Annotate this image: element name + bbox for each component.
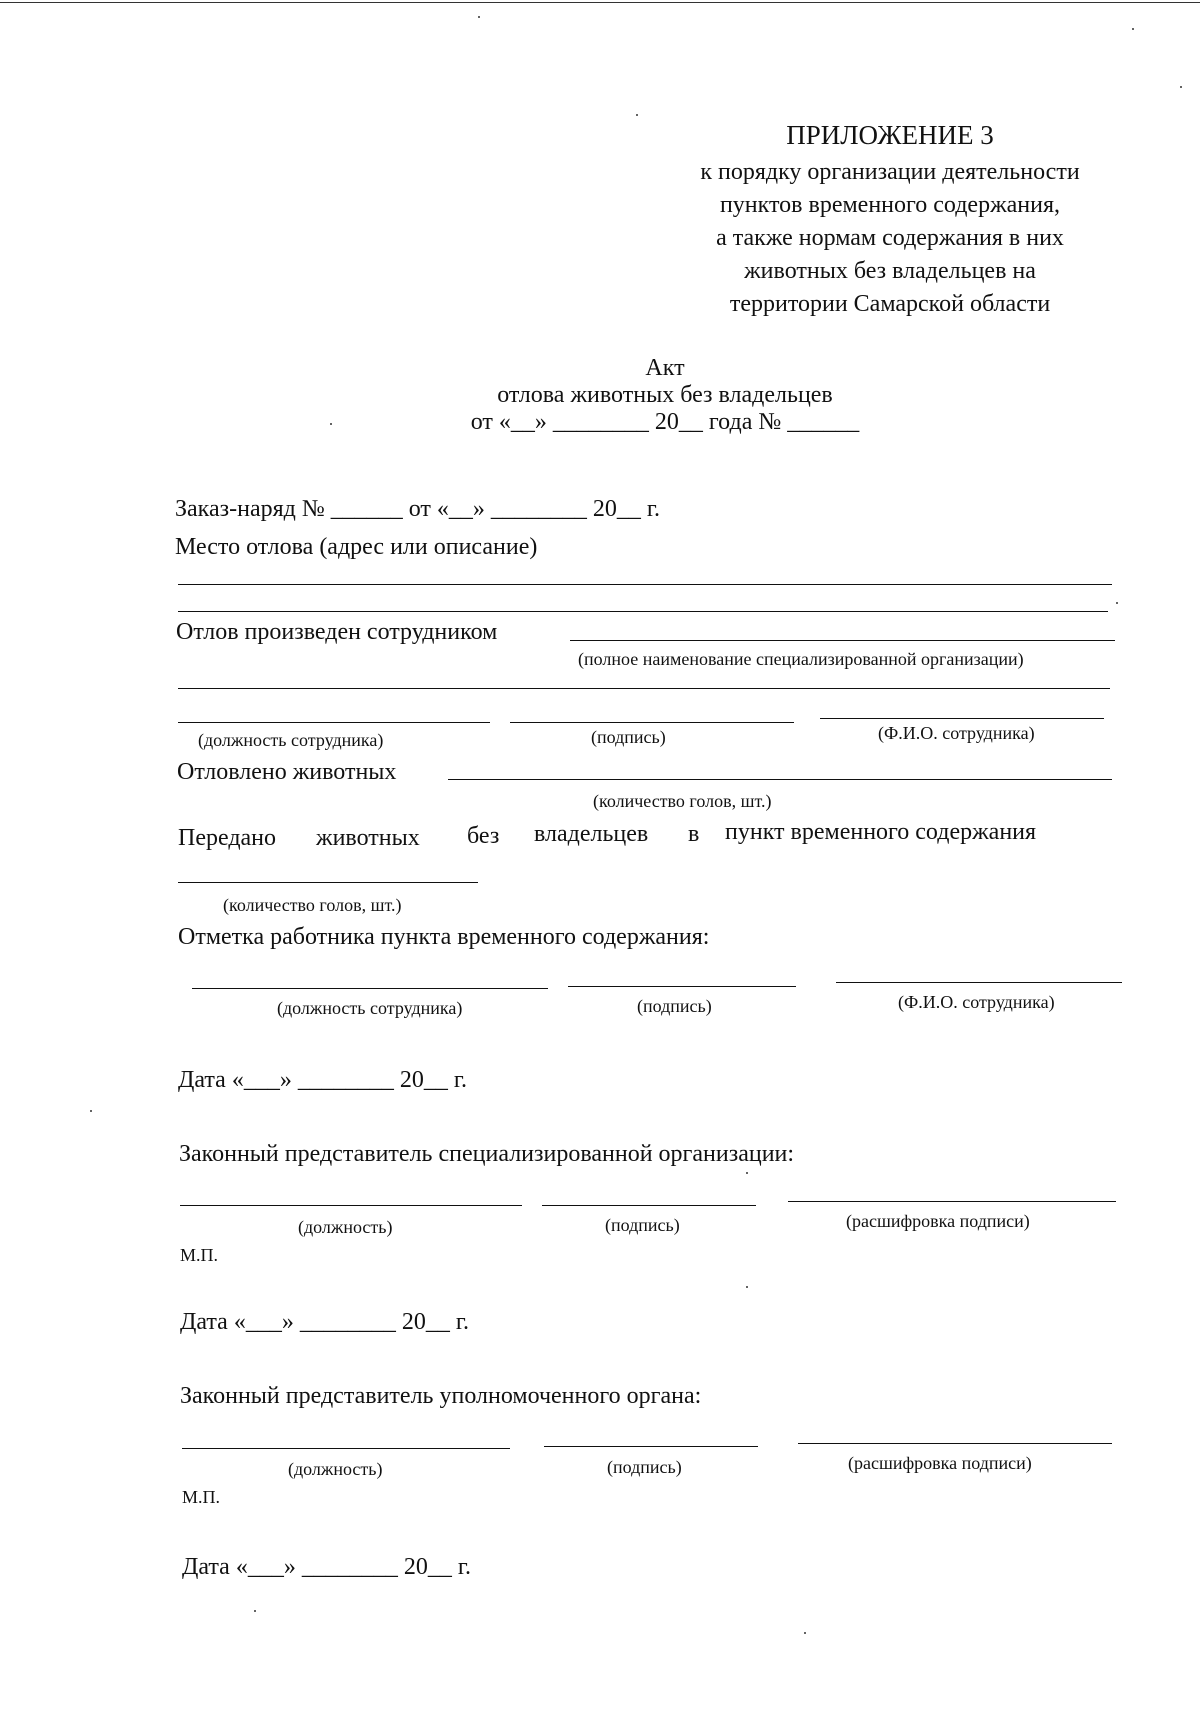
scan-speck — [1116, 602, 1118, 604]
auth-rep-position-caption: (должность) — [288, 1459, 383, 1479]
org-rep-name-line — [788, 1201, 1116, 1202]
transferred-word-3: без — [467, 823, 500, 849]
org-rep-name-caption: (расшифровка подписи) — [846, 1211, 1030, 1231]
org-rep-signature-line — [542, 1205, 756, 1206]
date-line-1: Дата «___» ________ 20__ г. — [178, 1067, 467, 1093]
appendix-title: ПРИЛОЖЕНИЕ 3 — [786, 120, 994, 150]
shelter-name-caption: (Ф.И.О. сотрудника) — [898, 992, 1055, 1012]
appendix-line-1: к порядку организации деятельности — [700, 159, 1080, 185]
act-title: Акт — [645, 355, 685, 381]
auth-rep-name-line — [798, 1443, 1112, 1444]
stamp-mark-1: М.П. — [180, 1245, 219, 1265]
date-line-3: Дата «___» ________ 20__ г. — [182, 1554, 471, 1580]
shelter-signature-line — [568, 986, 796, 987]
scan-speck — [746, 1172, 748, 1174]
shelter-position-caption: (должность сотрудника) — [277, 998, 463, 1018]
transferred-word-6: пункт временного содержания — [725, 819, 1037, 845]
act-date-line: от «__» ________ 20__ года № ______ — [470, 409, 860, 435]
scan-speck — [478, 16, 480, 18]
auth-rep-position-line — [182, 1448, 510, 1449]
scan-top-border — [0, 2, 1200, 3]
org-representative-label: Законный представитель специализированной организации: — [179, 1141, 795, 1167]
employee-position-caption: (должность сотрудника) — [198, 730, 384, 750]
org-rep-signature-caption: (подпись) — [605, 1215, 680, 1235]
org-rep-position-line — [180, 1205, 522, 1206]
employee-position-line — [178, 722, 490, 723]
auth-rep-signature-caption: (подпись) — [607, 1457, 682, 1477]
shelter-signature-caption: (подпись) — [637, 996, 712, 1016]
captured-by-label: Отлов произведен сотрудником — [176, 619, 498, 645]
scan-speck — [90, 1110, 92, 1112]
transferred-word-2: животных — [316, 825, 420, 851]
employee-signature-line — [510, 722, 794, 723]
scan-speck — [746, 1286, 748, 1288]
auth-rep-signature-line — [544, 1446, 758, 1447]
caught-animals-line — [448, 779, 1112, 780]
transferred-word-4: владельцев — [534, 821, 649, 847]
caught-animals-label: Отловлено животных — [177, 759, 397, 785]
caught-count-caption: (количество голов, шт.) — [593, 791, 772, 811]
scan-speck — [254, 1610, 256, 1612]
auth-rep-name-caption: (расшифровка подписи) — [848, 1453, 1032, 1473]
capture-place-line-2 — [178, 611, 1108, 612]
transferred-count-line — [178, 882, 478, 883]
scan-speck — [636, 114, 638, 116]
org-rep-position-caption: (должность) — [298, 1217, 393, 1237]
employee-name-caption: (Ф.И.О. сотрудника) — [878, 723, 1035, 743]
shelter-name-line — [836, 982, 1122, 983]
appendix-line-5: территории Самарской области — [729, 291, 1051, 317]
transferred-word-5: в — [688, 821, 700, 847]
act-subtitle: отлова животных без владельцев — [497, 382, 833, 408]
stamp-mark-2: М.П. — [182, 1487, 221, 1507]
order-line: Заказ-наряд № ______ от «__» ________ 20__ г. — [175, 496, 661, 522]
scan-speck — [1180, 86, 1182, 88]
appendix-line-4: животных без владельцев на — [744, 258, 1036, 284]
transferred-word-1: Передано — [178, 825, 277, 851]
scan-speck — [804, 1632, 806, 1634]
org-name-line — [178, 688, 1110, 689]
capture-place-label: Место отлова (адрес или описание) — [175, 534, 538, 560]
employee-signature-caption: (подпись) — [591, 727, 666, 747]
employee-name-line — [820, 718, 1104, 719]
authority-representative-label: Законный представитель уполномоченного органа: — [180, 1383, 702, 1409]
shelter-mark-label: Отметка работника пункта временного содержания: — [178, 924, 710, 950]
org-name-caption: (полное наименование специализированной организации) — [578, 649, 1024, 669]
appendix-line-3: а также нормам содержания в них — [716, 225, 1064, 251]
scan-speck — [330, 423, 332, 425]
appendix-line-2: пунктов временного содержания, — [719, 192, 1061, 218]
date-line-2: Дата «___» ________ 20__ г. — [180, 1309, 469, 1335]
scan-speck — [1132, 28, 1134, 30]
capture-place-line-1 — [178, 584, 1112, 585]
shelter-position-line — [192, 988, 548, 989]
captured-by-line — [570, 640, 1115, 641]
transferred-count-caption: (количество голов, шт.) — [223, 895, 402, 915]
